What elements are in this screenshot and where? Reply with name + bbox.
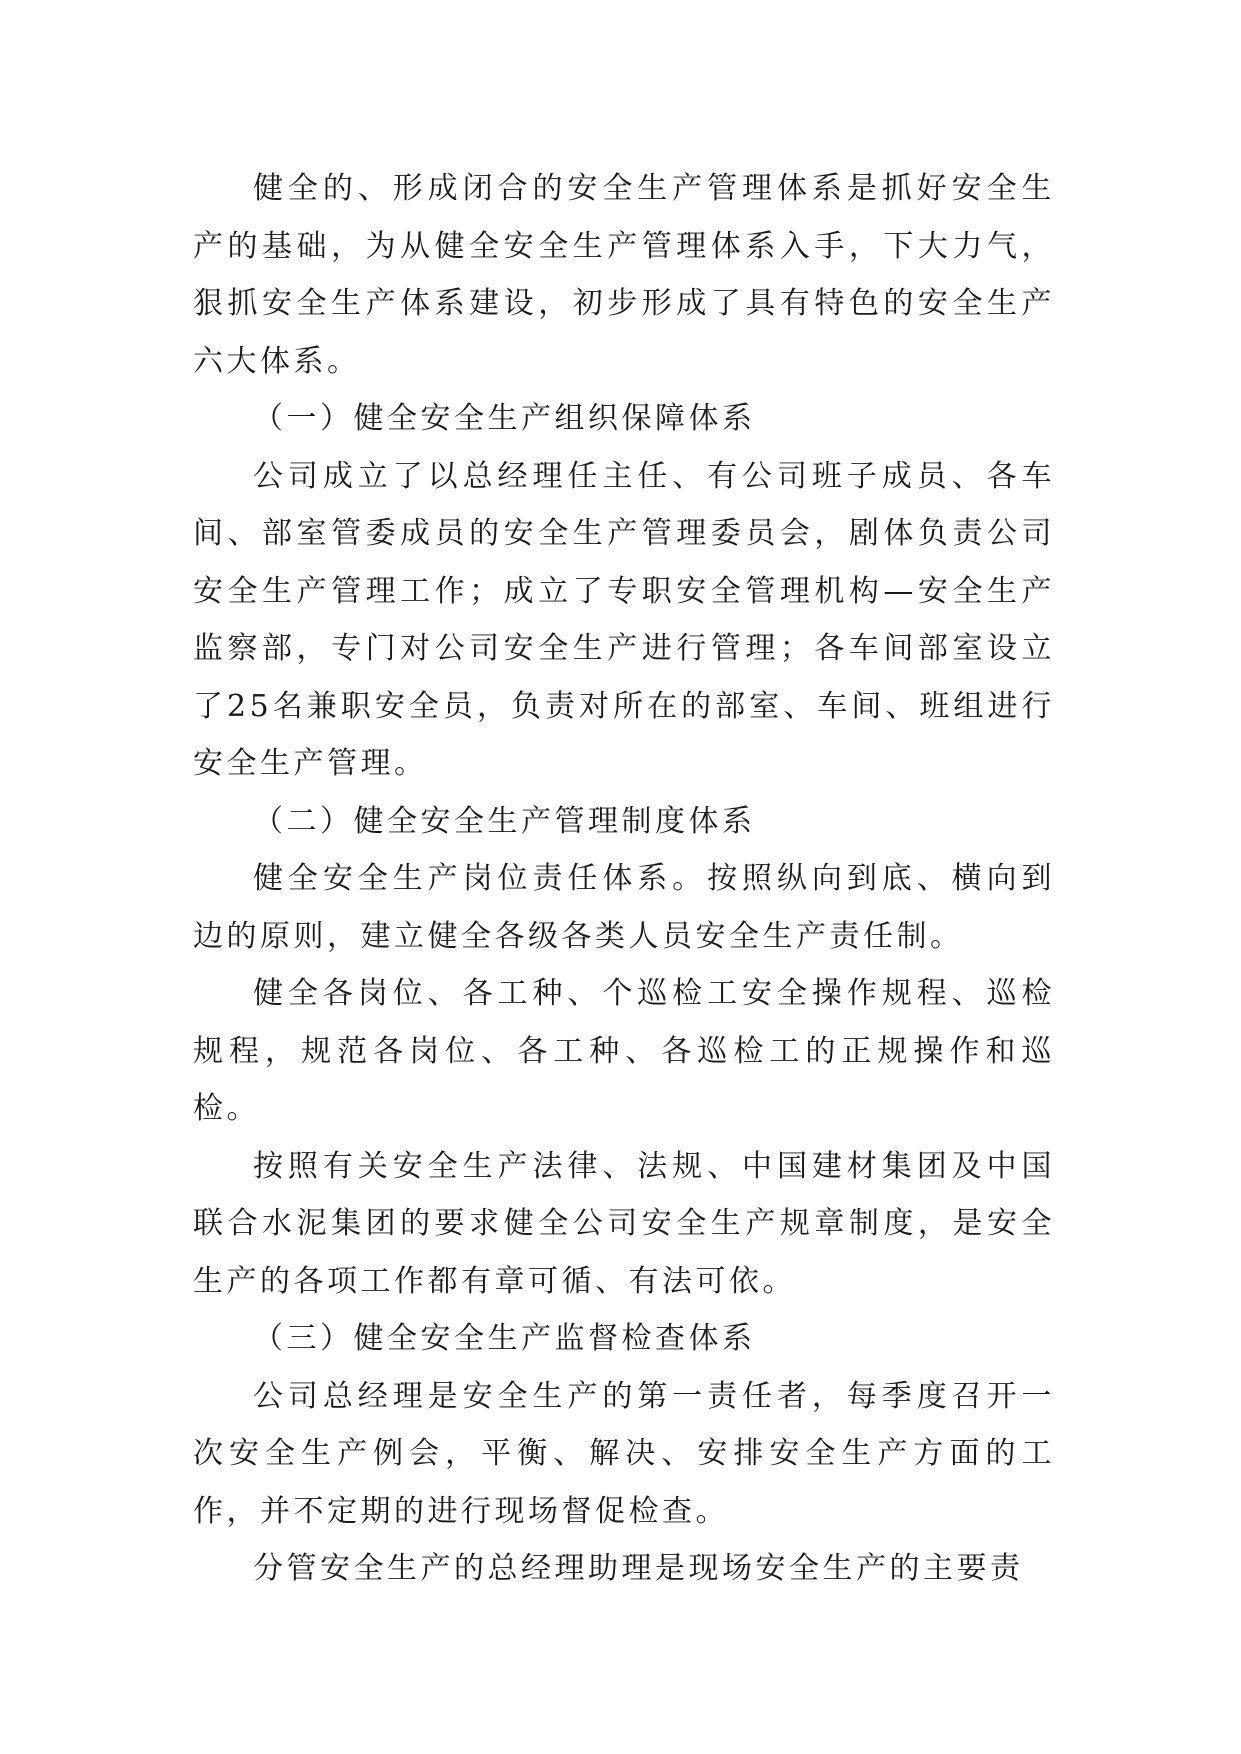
paragraph-organization: 公司成立了以总经理任主任、有公司班子成员、各车间、部室管委成员的安全生产管理委员会，剧体负责公司安全生产管理工作；成立了专职安全管理机构—安全生产监察部，专门对公司安全生产进行管理；各车间部室设立了25名兼职安全员，负责对所在的部室、车间、班组进行安全生产管理。	[193, 458, 1055, 781]
document-body	[193, 160, 1055, 1598]
paragraph-responsibility: 健全安全生产岗位责任体系。按照纵向到底、横向到边的原则，建立健全各级各类人员安全生产责任制。	[193, 861, 1055, 954]
paragraph-assistant-manager: 分管安全生产的总经理助理是现场安全生产的主要责	[253, 1551, 1024, 1586]
section-heading-1: （一）健全安全生产组织保障体系	[253, 401, 756, 436]
paragraph-intro: 健全的、形成闭合的安全生产管理体系是抓好安全生产的基础，为从健全安全生产管理体系入手，下大力气，狠抓安全生产体系建设，初步形成了具有特色的安全生产六大体系。	[193, 171, 1055, 379]
section-heading-3: （三）健全安全生产监督检查体系	[253, 1321, 756, 1356]
paragraph-regulations: 按照有关安全生产法律、法规、中国建材集团及中国联合水泥集团的要求健全公司安全生产规章制度，是安全生产的各项工作都有章可循、有法可依。	[193, 1148, 1055, 1299]
section-heading-2: （二）健全安全生产管理制度体系	[253, 803, 756, 839]
paragraph-operating-rules: 健全各岗位、各工种、个巡检工安全操作规程、巡检规程，规范各岗位、各工种、各巡检工的正规操作和巡检。	[193, 976, 1055, 1126]
paragraph-general-manager: 公司总经理是安全生产的第一责任者，每季度召开一次安全生产例会，平衡、解决、安排安全生产方面的工作，并不定期的进行现场督促检查。	[193, 1378, 1055, 1529]
